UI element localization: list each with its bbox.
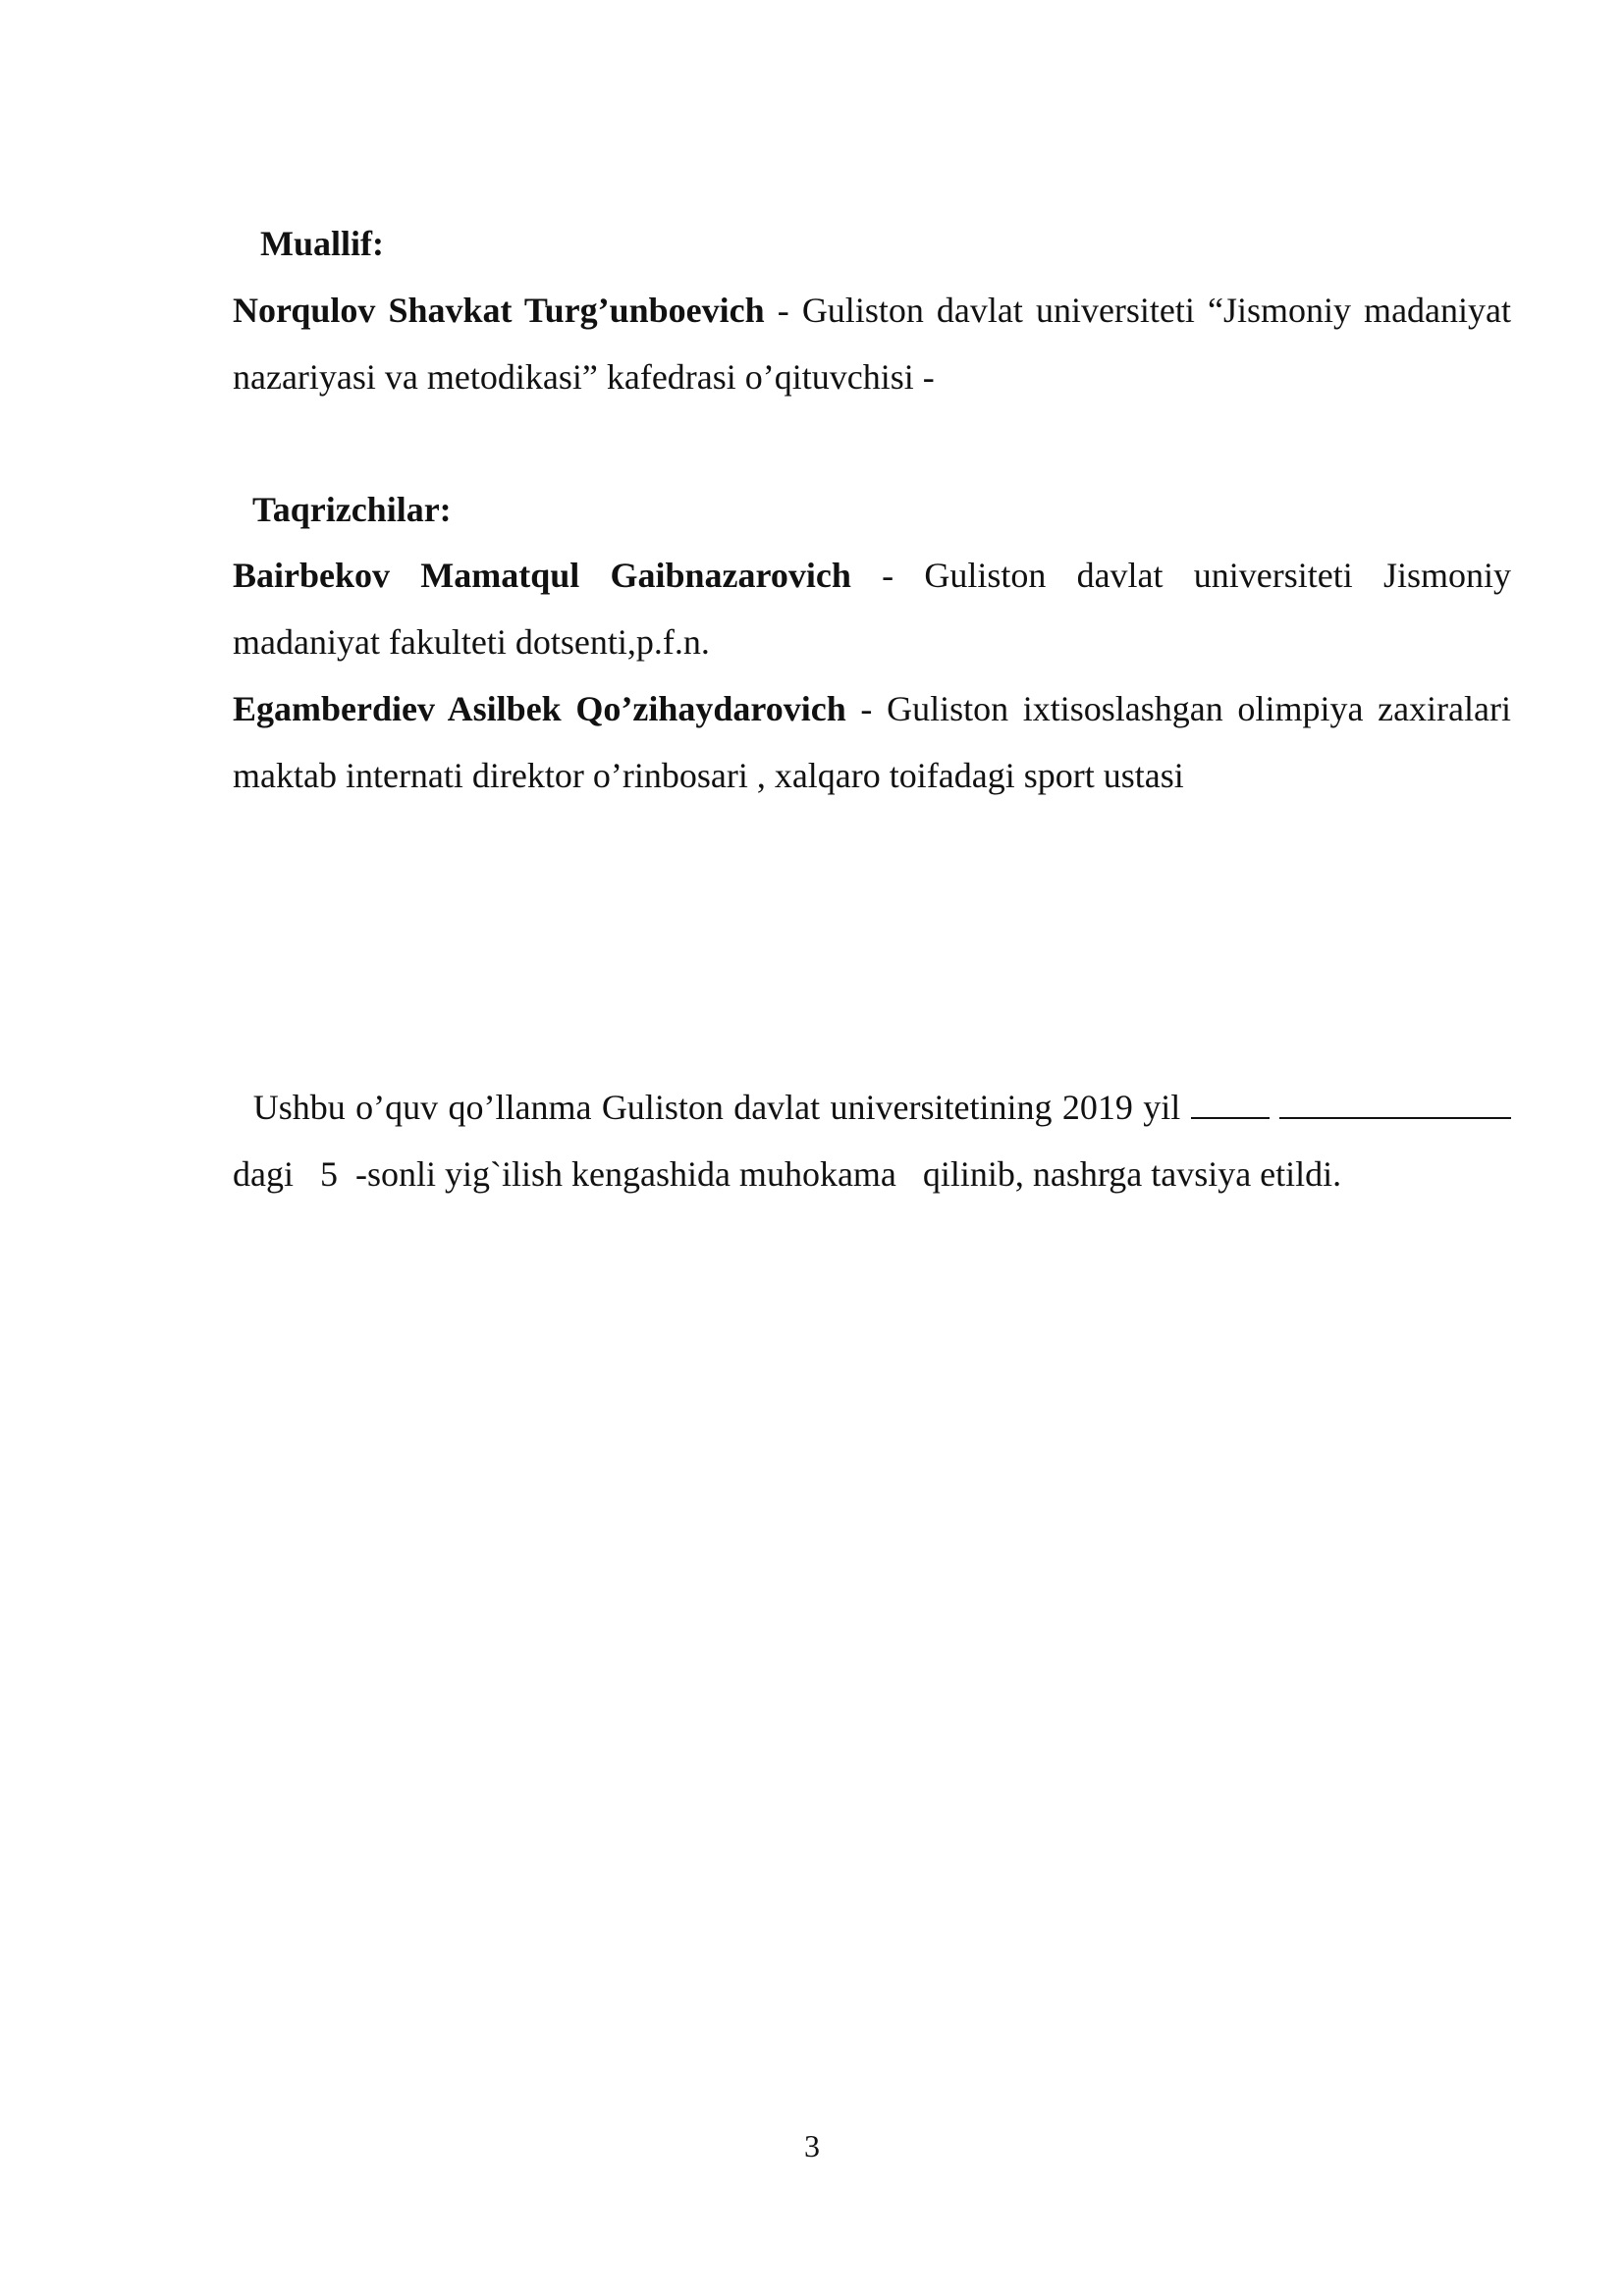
- reviewer-description-2: - Guliston ixtisoslashgan olimpiya zaxiralari maktab internati direktor o’rinbosari , xalqaro toifadagi sport ustasi: [233, 689, 1511, 795]
- reviewer-paragraph-2: [233, 675, 1511, 809]
- approval-text-part1: Ushbu o’quv qo’llanma Guliston davlat universitetining 2019 yil: [233, 1088, 1191, 1127]
- page-number: 3: [804, 2128, 820, 2163]
- date-blank-long: [1279, 1090, 1511, 1119]
- reviewer-name-2: Egamberdiev Asilbek Qo’zihaydarovich: [233, 689, 846, 728]
- author-paragraph: [233, 277, 1511, 410]
- author-entry: [233, 277, 1511, 410]
- approval-text-part2: dagi 5 -sonli yig`ilish kengashida muhokama qilinib, nashrga tavsiya etildi.: [233, 1088, 1520, 1194]
- reviewers-list: [233, 542, 1511, 809]
- date-blank-short: [1191, 1090, 1270, 1119]
- author-name: Norqulov Shavkat Turg’unboevich: [233, 291, 765, 330]
- reviewer-description-1: - Guliston davlat universiteti Jismoniy madaniyat fakulteti dotsenti,p.f.n.: [233, 556, 1512, 662]
- author-heading: Muallif:: [260, 224, 384, 263]
- approval-paragraph: [233, 1074, 1520, 1207]
- approval-block: [233, 1074, 1520, 1207]
- reviewers-heading: Taqrizchilar:: [252, 490, 452, 529]
- reviewer-paragraph-1: [233, 542, 1511, 675]
- author-description: - Guliston davlat universiteti “Jismoniy madaniyat nazariyasi va metodikasi” kafedrasi o’qituvchisi -: [233, 291, 1512, 397]
- reviewer-name-1: Bairbekov Mamatqul Gaibnazarovich: [233, 556, 851, 595]
